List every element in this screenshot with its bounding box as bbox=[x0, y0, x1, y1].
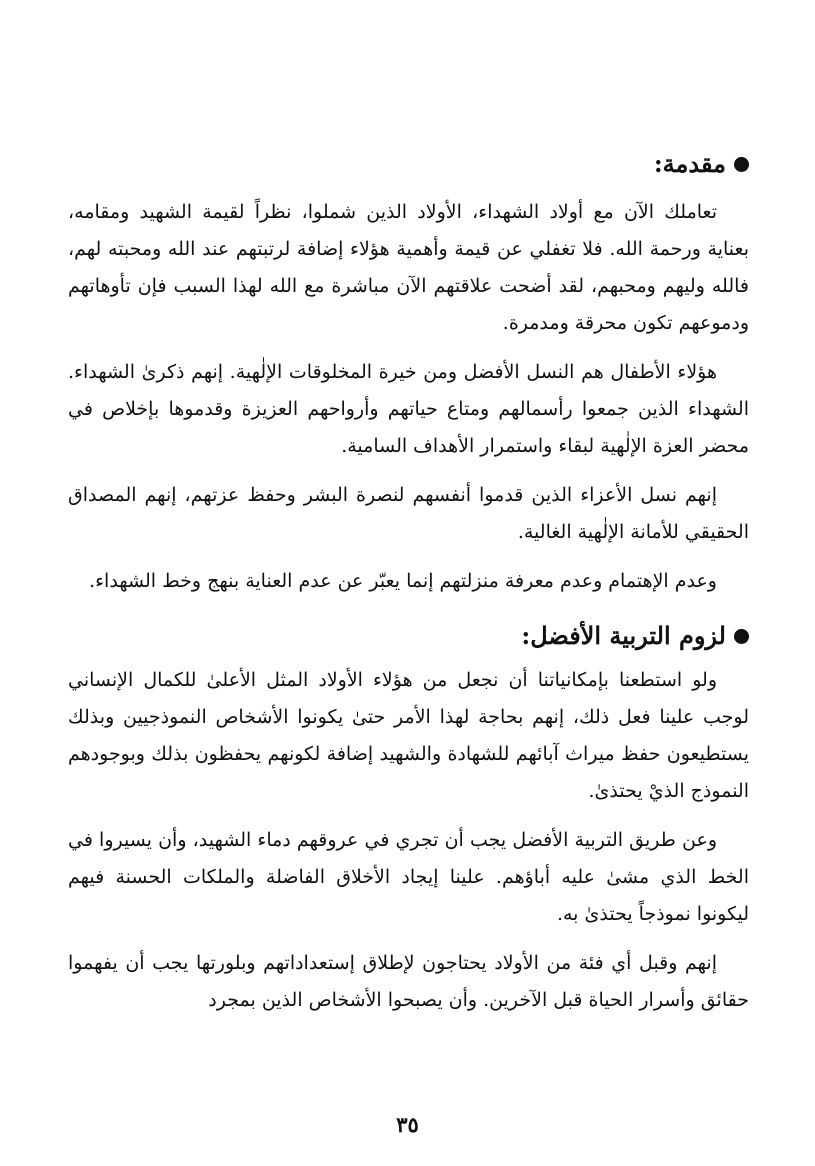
paragraph: إنهم وقبل أي فئة من الأولاد يحتاجون لإطلاق إستعداداتهم وبلورتها يجب أن يفهموا حقائق وأسرار الحياة قبل الآخرين. وأن يصبحوا الأشخاص الذين بمجرد bbox=[68, 952, 749, 1011]
paragraph: وعن طريق التربية الأفضل يجب أن تجري في عروقهم دماء الشهيد، وأن يسيروا في الخط الذي مشىٰ عليه أباؤهم. علينا إيجاد الأخلاق الفاضلة والملكات الحسنة فيهم ليكونوا نموذجاً يحتذىٰ به. bbox=[68, 829, 749, 925]
paragraph: ولو استطعنا بإمكانياتنا أن نجعل من هؤلاء الأولاد المثل الأعلىٰ للكمال الإنساني لوجب علينا فعل ذلك، إنهم بحاجة لهذا الأمر حتىٰ يكونوا الأشخاص النموذجيين وبذلك يستطيعون حفظ ميراث آبائهم للشهادة والشهيد إضافة لكونهم يحفظون بذلك وبوجودهم النموذج الذيْ يحتذىٰ. bbox=[68, 669, 749, 802]
bullet-icon bbox=[734, 629, 749, 644]
page-number: ٣٥ bbox=[396, 1112, 419, 1137]
page-content bbox=[68, 144, 749, 1031]
paragraph: هؤلاء الأطفال هم النسل الأفضل ومن خيرة المخلوقات الإلٰهية. إنهم ذكرىٰ الشهداء. الشهداء الذين جمعوا رأسمالهم ومتاع حياتهم وأرواحهم العزيزة وقدموها بإخلاص في محضر العزة الإلٰهية لبقاء واستمرار الأهداف السامية. bbox=[68, 361, 749, 457]
section-heading bbox=[68, 616, 749, 656]
bullet-icon bbox=[734, 157, 749, 172]
section-heading-text: مقدمة: bbox=[653, 149, 726, 178]
paragraph: تعاملك الآن مع أولاد الشهداء، الأولاد الذين شملوا، نظراً لقيمة الشهيد ومقامه، بعناية ورحمة الله. فلا تغفلي عن قيمة وأهمية هؤلاء إضافة لرتبتهم عند الله ومحبته لهم، فالله وليهم ومحبهم، لقد أضحت علاقتهم الآن مباشرة مع الله لهذا السبب فإن تأوهاتهم ودموعهم تكون محرقة ومدمرة. bbox=[68, 201, 749, 334]
section-heading-text: لزوم التربية الأفضل: bbox=[521, 621, 726, 650]
paragraph: إنهم نسل الأعزاء الذين قدموا أنفسهم لنصرة البشر وحفظ عزتهم، إنهم المصداق الحقيقي للأمانة الإلٰهية الغالية. bbox=[68, 484, 749, 543]
paragraph: وعدم الإهتمام وعدم معرفة منزلتهم إنما يعبّر عن عدم العناية بنهج وخط الشهداء. bbox=[89, 570, 717, 592]
section-heading bbox=[68, 144, 749, 184]
